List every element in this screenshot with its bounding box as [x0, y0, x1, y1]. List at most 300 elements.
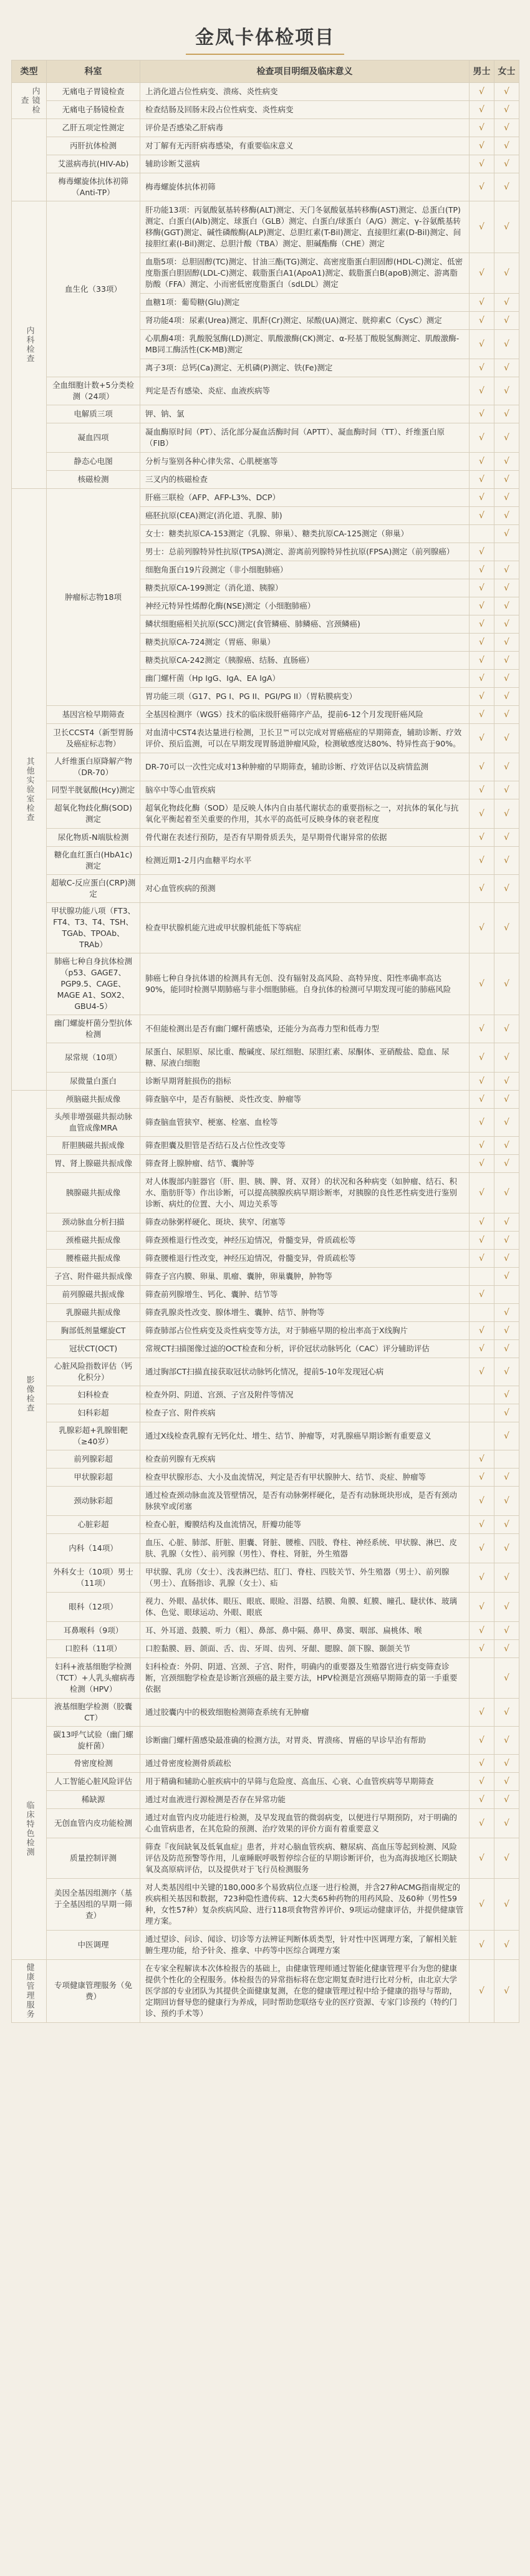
description-cell: 对丁解有无丙肝病毒感染，有重要临床意义 — [140, 137, 470, 155]
table-row — [12, 1931, 519, 1960]
male-check-cell — [470, 1931, 494, 1960]
table-row — [12, 1838, 519, 1879]
male-check-cell — [470, 1250, 494, 1268]
female-check-cell — [494, 1534, 519, 1563]
check-icon: √ — [479, 1117, 484, 1127]
check-icon: √ — [479, 1076, 484, 1086]
subject-cell: 凝血四项 — [47, 423, 140, 453]
female-check-cell — [494, 1213, 519, 1232]
male-check-cell — [470, 543, 494, 561]
check-icon: √ — [504, 433, 509, 443]
check-icon: √ — [504, 1408, 509, 1418]
category-cell: 临床特色检测 — [12, 1699, 47, 1960]
subject-cell: 肿瘤标志物18项 — [47, 489, 140, 706]
male-check-cell — [470, 615, 494, 634]
female-check-cell — [494, 1879, 519, 1931]
female-check-cell — [494, 847, 519, 875]
header-subject: 科室 — [47, 60, 140, 83]
check-icon: √ — [504, 637, 509, 647]
male-check-cell — [470, 453, 494, 471]
subject-cell: 甲状腺功能八项（FT3、FT4、T3、T4、TSH、TGAb、TPOAb、TRAb） — [47, 903, 140, 953]
female-check-cell — [494, 1658, 519, 1699]
male-check-cell — [470, 634, 494, 652]
description-cell: 肾功能4项：尿素(Urea)测定、肌酐(Cr)测定、尿酸(UA)测定、胱抑素C（CysC）测定 — [140, 312, 470, 330]
subject-cell: 颈椎磁共振成像 — [47, 1232, 140, 1250]
subject-cell: 质量控制评测 — [47, 1838, 140, 1879]
female-check-cell — [494, 579, 519, 597]
check-icon: √ — [479, 762, 484, 772]
description-cell: 糖类抗原CA-242测定（胰腺癌、结肠、直肠癌） — [140, 652, 470, 670]
check-icon: √ — [504, 809, 509, 819]
male-check-cell — [470, 1755, 494, 1773]
description-cell: 检测近期1-2月内血糖平均水平 — [140, 847, 470, 875]
check-icon: √ — [504, 1390, 509, 1400]
subject-cell: 血生化（33项） — [47, 201, 140, 377]
check-icon: √ — [504, 1308, 509, 1318]
description-cell: 筛查子宫内膜、卵巢、肌瘤、囊肿，卵巢囊肿，肿物等 — [140, 1268, 470, 1286]
subject-cell: 子宫、附件磁共振成像 — [47, 1268, 140, 1286]
female-check-cell — [494, 1015, 519, 1043]
description-cell: 神经元特异性烯醇化酶(NSE)测定（小细胞肺癌） — [140, 597, 470, 615]
check-icon: √ — [504, 655, 509, 665]
check-icon: √ — [479, 105, 484, 115]
male-check-cell — [470, 405, 494, 423]
subject-cell: 前列腺磁共振成像 — [47, 1286, 140, 1304]
check-icon: √ — [504, 733, 509, 743]
check-icon: √ — [504, 1818, 509, 1828]
male-check-cell — [470, 359, 494, 377]
female-check-cell — [494, 597, 519, 615]
category-cell: 内科检查 — [12, 201, 47, 489]
check-icon: √ — [479, 583, 484, 593]
female-check-cell — [494, 1838, 519, 1879]
description-cell: 血压、心脏、肺部、肝脏、胆囊、肾脏、腰椎、四肢、脊柱、神经系统、甲状腺、淋巴、皮肤、乳腺（女性）、前列腺（男性）、脊柱、肾脏，外生殖器 — [140, 1534, 470, 1563]
check-icon: √ — [504, 1253, 509, 1263]
category-cell: 其他实验室检查 — [12, 489, 47, 1091]
check-icon: √ — [504, 475, 509, 485]
check-icon: √ — [479, 1159, 484, 1169]
check-icon: √ — [479, 809, 484, 819]
description-cell: 鳞状细胞癌相关抗原(SCC)测定(食管鳞癌、肺鳞癌、宫颈鳞癌) — [140, 615, 470, 634]
subject-cell: 超氧化物歧化酶(SOD)测定 — [47, 799, 140, 829]
male-check-cell — [470, 471, 494, 489]
description-cell: 通过检查颈动脉血流及管壁情况，是否有动脉粥样硬化，是否有动脉斑块形成，是否有颈动脉狭窄或闭塞 — [140, 1487, 470, 1516]
female-check-cell — [494, 1386, 519, 1404]
check-icon: √ — [504, 1472, 509, 1482]
description-cell: 糖类抗原CA-199测定（消化道、胰腺） — [140, 579, 470, 597]
description-cell: 筛查胆囊及胆管是否结石及占位性改变等 — [140, 1137, 470, 1155]
description-cell: 分析与鉴别各种心律失常、心肌梗塞等 — [140, 453, 470, 471]
table-row — [12, 1879, 519, 1931]
check-icon: √ — [504, 1271, 509, 1281]
table-row — [12, 1268, 519, 1286]
subject-cell: 超敏C-反应蛋白(CRP)测定 — [47, 875, 140, 903]
description-cell: 钾、钠、氯 — [140, 405, 470, 423]
subject-cell: 无创血管内皮功能检测 — [47, 1809, 140, 1838]
table-row — [12, 423, 519, 453]
male-check-cell — [470, 706, 494, 724]
subject-cell: 核磁检测 — [47, 471, 140, 489]
category-cell: 影像检查 — [12, 1091, 47, 1699]
male-check-cell — [470, 1593, 494, 1622]
description-cell: 血糖1项：葡萄糖(Glu)测定 — [140, 294, 470, 312]
male-check-cell — [470, 652, 494, 670]
check-icon: √ — [479, 673, 484, 683]
male-check-cell — [470, 1469, 494, 1487]
male-check-cell — [470, 1773, 494, 1791]
female-check-cell — [494, 1773, 519, 1791]
female-check-cell — [494, 1727, 519, 1755]
check-icon: √ — [504, 123, 509, 133]
table-row — [12, 119, 519, 137]
table-row — [12, 875, 519, 903]
description-cell: 筛查肺部占位性病变及炎性病变等方法，对于肺癌早期的检出率高于X线胸片 — [140, 1322, 470, 1340]
table-row — [12, 1534, 519, 1563]
description-cell: 心肌酶4项：乳酸脱氢酶(LD)测定、肌酸激酶(CK)测定、α-羟基丁酸脱氢酶测定、肌酸激酶-MB同工酶活性(CK-MB)测定 — [140, 330, 470, 359]
female-check-cell — [494, 201, 519, 253]
description-cell: 肝癌三联检（AFP、AFP-L3%、DCP） — [140, 489, 470, 507]
description-cell: 检查子宫、附件疾病 — [140, 1404, 470, 1422]
check-icon: √ — [504, 1853, 509, 1863]
male-check-cell — [470, 903, 494, 953]
female-check-cell — [494, 903, 519, 953]
male-check-cell — [470, 101, 494, 119]
check-icon: √ — [479, 1496, 484, 1506]
title-bar — [11, 11, 519, 60]
check-icon: √ — [479, 475, 484, 485]
description-cell: 胃功能三项（G17、PG I、PG II、PGI/PG II）（胃粘膜病变） — [140, 688, 470, 706]
check-icon: √ — [479, 1024, 484, 1034]
check-icon: √ — [504, 1076, 509, 1086]
male-check-cell — [470, 724, 494, 753]
check-icon: √ — [479, 1795, 484, 1805]
check-icon: √ — [479, 1818, 484, 1828]
check-icon: √ — [479, 1253, 484, 1263]
description-cell: 视力、外眼、晶状体、眼压、眼底、眼睑、泪器、结膜、角膜、虹膜、瞳孔、睫状体、玻璃体、色觉、眼球运动、外眼、眼底 — [140, 1593, 470, 1622]
subject-cell: 专项健康管理服务（免费） — [47, 1960, 140, 2023]
subject-cell: 糖化血红蛋白(HbA1c)测定 — [47, 847, 140, 875]
check-icon: √ — [479, 1899, 484, 1909]
check-icon: √ — [479, 297, 484, 307]
table-row — [12, 1015, 519, 1043]
description-cell: 超氧化物歧化酶（SOD）是反映人体内自由基代谢状态的重要指标之一，对抗体的氧化与抗氧化平衡起着至关重要的作用，其水平的高低可反映身体的衰老程度 — [140, 799, 470, 829]
check-icon: √ — [479, 1853, 484, 1863]
description-cell: 上消化道占位性病变、溃疡、炎性病变 — [140, 83, 470, 101]
check-icon: √ — [504, 511, 509, 521]
check-icon: √ — [504, 673, 509, 683]
check-icon: √ — [504, 619, 509, 629]
check-icon: √ — [504, 529, 509, 539]
male-check-cell — [470, 1404, 494, 1422]
check-icon: √ — [479, 363, 484, 373]
check-icon: √ — [479, 832, 484, 842]
check-icon: √ — [479, 1344, 484, 1354]
female-check-cell — [494, 359, 519, 377]
male-check-cell — [470, 1304, 494, 1322]
check-icon: √ — [504, 105, 509, 115]
check-icon: √ — [504, 1367, 509, 1377]
subject-cell: 艾滋病毒抗(HIV-Ab) — [47, 155, 140, 173]
subject-cell: 基因宫检早期筛查 — [47, 706, 140, 724]
female-check-cell — [494, 1322, 519, 1340]
check-icon: √ — [479, 1326, 484, 1336]
check-icon: √ — [504, 1053, 509, 1063]
check-icon: √ — [504, 923, 509, 933]
description-cell: 诊断幽门螺杆菌感染最准确的检测方法，对胃炎、胃溃疡、胃癌的早诊早治有帮助 — [140, 1727, 470, 1755]
description-cell: 筛查前列腺增生、钙化、囊肿、结节等 — [140, 1286, 470, 1304]
female-check-cell — [494, 1487, 519, 1516]
check-icon: √ — [479, 1940, 484, 1950]
check-icon: √ — [479, 182, 484, 192]
check-icon: √ — [504, 1094, 509, 1104]
description-cell: 检查前列腺有无疾病 — [140, 1450, 470, 1469]
subject-cell: 静态心电图 — [47, 453, 140, 471]
description-cell: 甲状腺、乳房（女士）、浅表淋巴结、肛门、脊柱、四肢关节、外生殖器（男士）、前列腺（男士）、直肠指诊、乳腺（女士）、疝 — [140, 1563, 470, 1593]
check-icon: √ — [479, 1758, 484, 1768]
check-icon: √ — [479, 123, 484, 133]
table-row — [12, 1404, 519, 1422]
male-check-cell — [470, 829, 494, 847]
male-check-cell — [470, 753, 494, 781]
description-cell: 检查外阴、阴道、宫颈、子宫及附件等情况 — [140, 1386, 470, 1404]
female-check-cell — [494, 173, 519, 201]
check-icon: √ — [479, 456, 484, 466]
description-cell: DR-70可以一次性完成对13种肿瘤的早期筛查，辅助诊断、疗效评估以及病情监测 — [140, 753, 470, 781]
subject-cell: 颈动脉彩超 — [47, 1487, 140, 1516]
male-check-cell — [470, 1516, 494, 1534]
description-cell: 筛查乳腺炎性改变、腺体增生、囊肿、结节、肿物等 — [140, 1304, 470, 1322]
table-row — [12, 1563, 519, 1593]
subject-cell: 胰腺磁共振成像 — [47, 1173, 140, 1213]
table-row — [12, 1727, 519, 1755]
subject-cell: 尿微量白蛋白 — [47, 1073, 140, 1091]
check-icon: √ — [479, 159, 484, 169]
check-icon: √ — [504, 87, 509, 97]
check-icon: √ — [479, 692, 484, 702]
male-check-cell — [470, 561, 494, 579]
description-cell: 妇科检查：外阴、阴道、宫颈、子宫、附件，明确内的重要器及生殖器官进行病变筛查诊断，宫颈细胞学检查是诊断宫颈癌的最主要方法，HPV检测是宫颈癌早期筛查的第一手重要依据 — [140, 1658, 470, 1699]
check-icon: √ — [504, 1899, 509, 1909]
subject-cell: 颅脑磁共振成像 — [47, 1091, 140, 1109]
description-cell: 口腔黏膜、唇、颌面、舌、齿、牙周、齿列、牙龈、腮腺、颌下腺、颞颌关节 — [140, 1640, 470, 1658]
subject-cell: 幽门螺旋杆菌分型抗体检测 — [47, 1015, 140, 1043]
male-check-cell — [470, 1213, 494, 1232]
description-cell: 通过望诊、问诊、闻诊、切诊等方法辨证判断体质类型，针对性中医调理方案，了解相关脏腑生理功能，给予针灸、推拿、中药等中医综合调理方案 — [140, 1931, 470, 1960]
female-check-cell — [494, 1450, 519, 1469]
description-cell: 在专家全程解读本次体检报告的基础上，由健康管理师通过智能化健康管理平台为您的健康提供个性化的全程服务。体检报告的异常指标将在您定期复查时进行比对分析，由北京大学医学部的专业团队为其提供全面健康复测，在您的健康管理过程中给予健康的指导与帮助，定期回访督导您的健康行为养成，同时帮助您联络专业的医疗资源、专家门诊预约（特约门诊、预约手术等） — [140, 1960, 470, 2023]
subject-cell: 电解质三项 — [47, 405, 140, 423]
table-row — [12, 377, 519, 405]
check-icon: √ — [479, 316, 484, 326]
subject-cell: 无痛电子肠镜检查 — [47, 101, 140, 119]
check-icon: √ — [479, 409, 484, 419]
description-cell: 血脂5项：总胆固醇(TC)测定、甘油三酯(TG)测定、高密度脂蛋白胆固醇(HDL-C)测定、低密度脂蛋白胆固醇(LDL-C)测定、载脂蛋白A1(ApoA1)测定、载脂蛋白B(apoB)测定、游离脂肪酸（FFA）测定、小而密低密度脂蛋白（sdLDL）测定 — [140, 253, 470, 294]
female-check-cell — [494, 875, 519, 903]
table-row — [12, 1960, 519, 2023]
description-cell: 细胞角蛋白19片段测定（非小细胞肺癌） — [140, 561, 470, 579]
male-check-cell — [470, 1137, 494, 1155]
subject-cell: 头颅非增强磁共振动脉血管成像MRA — [47, 1109, 140, 1137]
description-cell: 对人类基因组中关键的180,000多个易致病位点逐一进行检测，并含27种ACMG指南规定的疾病相关基因和数据，723种隐性遗传病、12大类65种药物的用药风险、及60种（男性59种，女性57种）复杂疾病风险、进行118项食物营养评价、9项运动健康评估，并提供健康管理方案。 — [140, 1879, 470, 1931]
check-icon: √ — [479, 733, 484, 743]
check-icon: √ — [479, 923, 484, 933]
subject-cell: 心脏风险指数评估（钙化积分） — [47, 1358, 140, 1386]
check-icon: √ — [504, 1602, 509, 1612]
description-cell: 糖类抗原CA-724测定（胃癌、卵巢） — [140, 634, 470, 652]
male-check-cell — [470, 1727, 494, 1755]
check-icon: √ — [504, 386, 509, 396]
check-icon: √ — [479, 1986, 484, 1996]
table-row — [12, 1358, 519, 1386]
female-check-cell — [494, 1155, 519, 1173]
subject-cell: 妇科彩超 — [47, 1404, 140, 1422]
description-cell: 辅助诊断艾滋病 — [140, 155, 470, 173]
check-icon: √ — [504, 1235, 509, 1245]
subject-cell: 外科女士（10项）男士（11项） — [47, 1563, 140, 1593]
female-check-cell — [494, 1469, 519, 1487]
description-cell: 用于精确和辅助心脏疾病中的早筛与危险度、高血压、心衰、心血管疾病等早期筛查 — [140, 1773, 470, 1791]
table-row — [12, 1109, 519, 1137]
description-cell: 筛查脑卒中，是否有脑梗、炎性改变、肿瘤等 — [140, 1091, 470, 1109]
female-check-cell — [494, 1791, 519, 1809]
female-check-cell — [494, 724, 519, 753]
table-row — [12, 1232, 519, 1250]
table-row — [12, 1640, 519, 1658]
female-check-cell — [494, 453, 519, 471]
subject-cell: 颈动脉血分析扫描 — [47, 1213, 140, 1232]
subject-cell: 妇科检查 — [47, 1386, 140, 1404]
table-row — [12, 1487, 519, 1516]
description-cell: 常规CT扫描图像过滤的OCT检查和分析，评价冠状动脉钙化（CAC）评分辅助评估 — [140, 1340, 470, 1358]
table-row — [12, 1699, 519, 1727]
female-check-cell — [494, 1268, 519, 1286]
male-check-cell — [470, 119, 494, 137]
table-row — [12, 706, 519, 724]
table-row — [12, 1304, 519, 1322]
female-check-cell — [494, 1640, 519, 1658]
male-check-cell — [470, 688, 494, 706]
table-row — [12, 1658, 519, 1699]
subject-cell: 胃、肾上腺磁共振成像 — [47, 1155, 140, 1173]
male-check-cell — [470, 1268, 494, 1286]
table-row — [12, 173, 519, 201]
table-row — [12, 1469, 519, 1487]
check-icon: √ — [504, 856, 509, 866]
check-icon: √ — [504, 316, 509, 326]
male-check-cell — [470, 1340, 494, 1358]
male-check-cell — [470, 1386, 494, 1404]
male-check-cell — [470, 1563, 494, 1593]
female-check-cell — [494, 1340, 519, 1358]
subject-cell: 人纤维蛋白原降解产物（DR-70） — [47, 753, 140, 781]
table-row — [12, 829, 519, 847]
female-check-cell — [494, 615, 519, 634]
check-icon: √ — [479, 511, 484, 521]
check-icon: √ — [479, 1543, 484, 1553]
table-row — [12, 1286, 519, 1304]
description-cell: 判定是否有感染、炎症、血液疾病等 — [140, 377, 470, 405]
subject-cell: 碳13呼气试验（幽门螺旋杆菌） — [47, 1727, 140, 1755]
check-icon: √ — [479, 1188, 484, 1198]
female-check-cell — [494, 423, 519, 453]
female-check-cell — [494, 753, 519, 781]
female-check-cell — [494, 1404, 519, 1422]
check-icon: √ — [479, 637, 484, 647]
check-icon: √ — [504, 710, 509, 720]
table-row — [12, 1155, 519, 1173]
male-check-cell — [470, 137, 494, 155]
description-cell: 通过骨密度检测骨质疏松 — [140, 1755, 470, 1773]
table-row — [12, 137, 519, 155]
subject-cell: 液基细胞学检测（胶囊CT） — [47, 1699, 140, 1727]
male-check-cell — [470, 1015, 494, 1043]
female-check-cell — [494, 1931, 519, 1960]
check-icon: √ — [504, 601, 509, 611]
male-check-cell — [470, 1791, 494, 1809]
check-icon: √ — [504, 1188, 509, 1198]
female-check-cell — [494, 829, 519, 847]
subject-cell: 无痛电子胃镜检查 — [47, 83, 140, 101]
description-cell: 耳、外耳道、鼓膜、听力（粗）、鼻部、鼻中隔、鼻甲、鼻窦、咽部、扁桃体、喉 — [140, 1622, 470, 1640]
female-check-cell — [494, 781, 519, 799]
check-icon: √ — [504, 1940, 509, 1950]
description-cell: 对人体腹部内脏器官（肝、胆、胰、脾、肾、双肾）的状况和各种病变（如肿瘤、结石、积水、脂肪肝等）作出诊断，可以提高胰腺疾病早期诊断率，对胰腺的良性恶性病变进行鉴别诊断、病灶的位置、大小、周边关系等 — [140, 1173, 470, 1213]
check-icon: √ — [504, 297, 509, 307]
table-row — [12, 155, 519, 173]
male-check-cell — [470, 1232, 494, 1250]
header-male: 男士 — [470, 60, 494, 83]
description-cell: 尿蛋白、尿胆原、尿比重、酸碱度、尿红细胞、尿胆红素、尿酮体、亚硝酸盐、隐血、尿糖、尿液白细胞 — [140, 1043, 470, 1073]
table-row — [12, 1091, 519, 1109]
male-check-cell — [470, 1699, 494, 1727]
table-row — [12, 1043, 519, 1073]
description-cell: 通过X线检查乳腺有无钙化灶、增生、结节、肿瘤等，对乳腺癌早期诊断有重要意义 — [140, 1422, 470, 1450]
check-icon: √ — [504, 1117, 509, 1127]
header-female: 女士 — [494, 60, 519, 83]
female-check-cell — [494, 1250, 519, 1268]
subject-cell: 卫长CCST4（新型胃肠及癌症标志物） — [47, 724, 140, 753]
male-check-cell — [470, 597, 494, 615]
table-row — [12, 405, 519, 423]
check-icon: √ — [504, 565, 509, 575]
subject-cell: 尿化物质-N端肽检测 — [47, 829, 140, 847]
check-icon: √ — [479, 1626, 484, 1636]
table-row — [12, 1250, 519, 1268]
description-cell: 通过胶囊内中的极致细胞检测筛查系统有无肿瘤 — [140, 1699, 470, 1727]
description-cell: 通过对血液进行源检测是否存在异常功能 — [140, 1791, 470, 1809]
header-content: 检查项目明细及临床意义 — [140, 60, 470, 83]
check-icon: √ — [479, 547, 484, 557]
description-cell: 检查甲状腺机能亢进或甲状腺机能低下等病症 — [140, 903, 470, 953]
check-icon: √ — [504, 1496, 509, 1506]
check-icon: √ — [479, 141, 484, 151]
male-check-cell — [470, 1809, 494, 1838]
subject-cell: 眼科（12项） — [47, 1593, 140, 1622]
check-icon: √ — [479, 1472, 484, 1482]
female-check-cell — [494, 101, 519, 119]
female-check-cell — [494, 1563, 519, 1593]
male-check-cell — [470, 579, 494, 597]
subject-cell: 美因全基因组测序（基于全基因组的早期一筛查） — [47, 1879, 140, 1931]
table-row — [12, 724, 519, 753]
check-icon: √ — [479, 601, 484, 611]
female-check-cell — [494, 634, 519, 652]
check-icon: √ — [504, 785, 509, 795]
check-icon: √ — [479, 1644, 484, 1654]
male-check-cell — [470, 799, 494, 829]
table-row — [12, 1450, 519, 1469]
check-icon: √ — [479, 1141, 484, 1151]
